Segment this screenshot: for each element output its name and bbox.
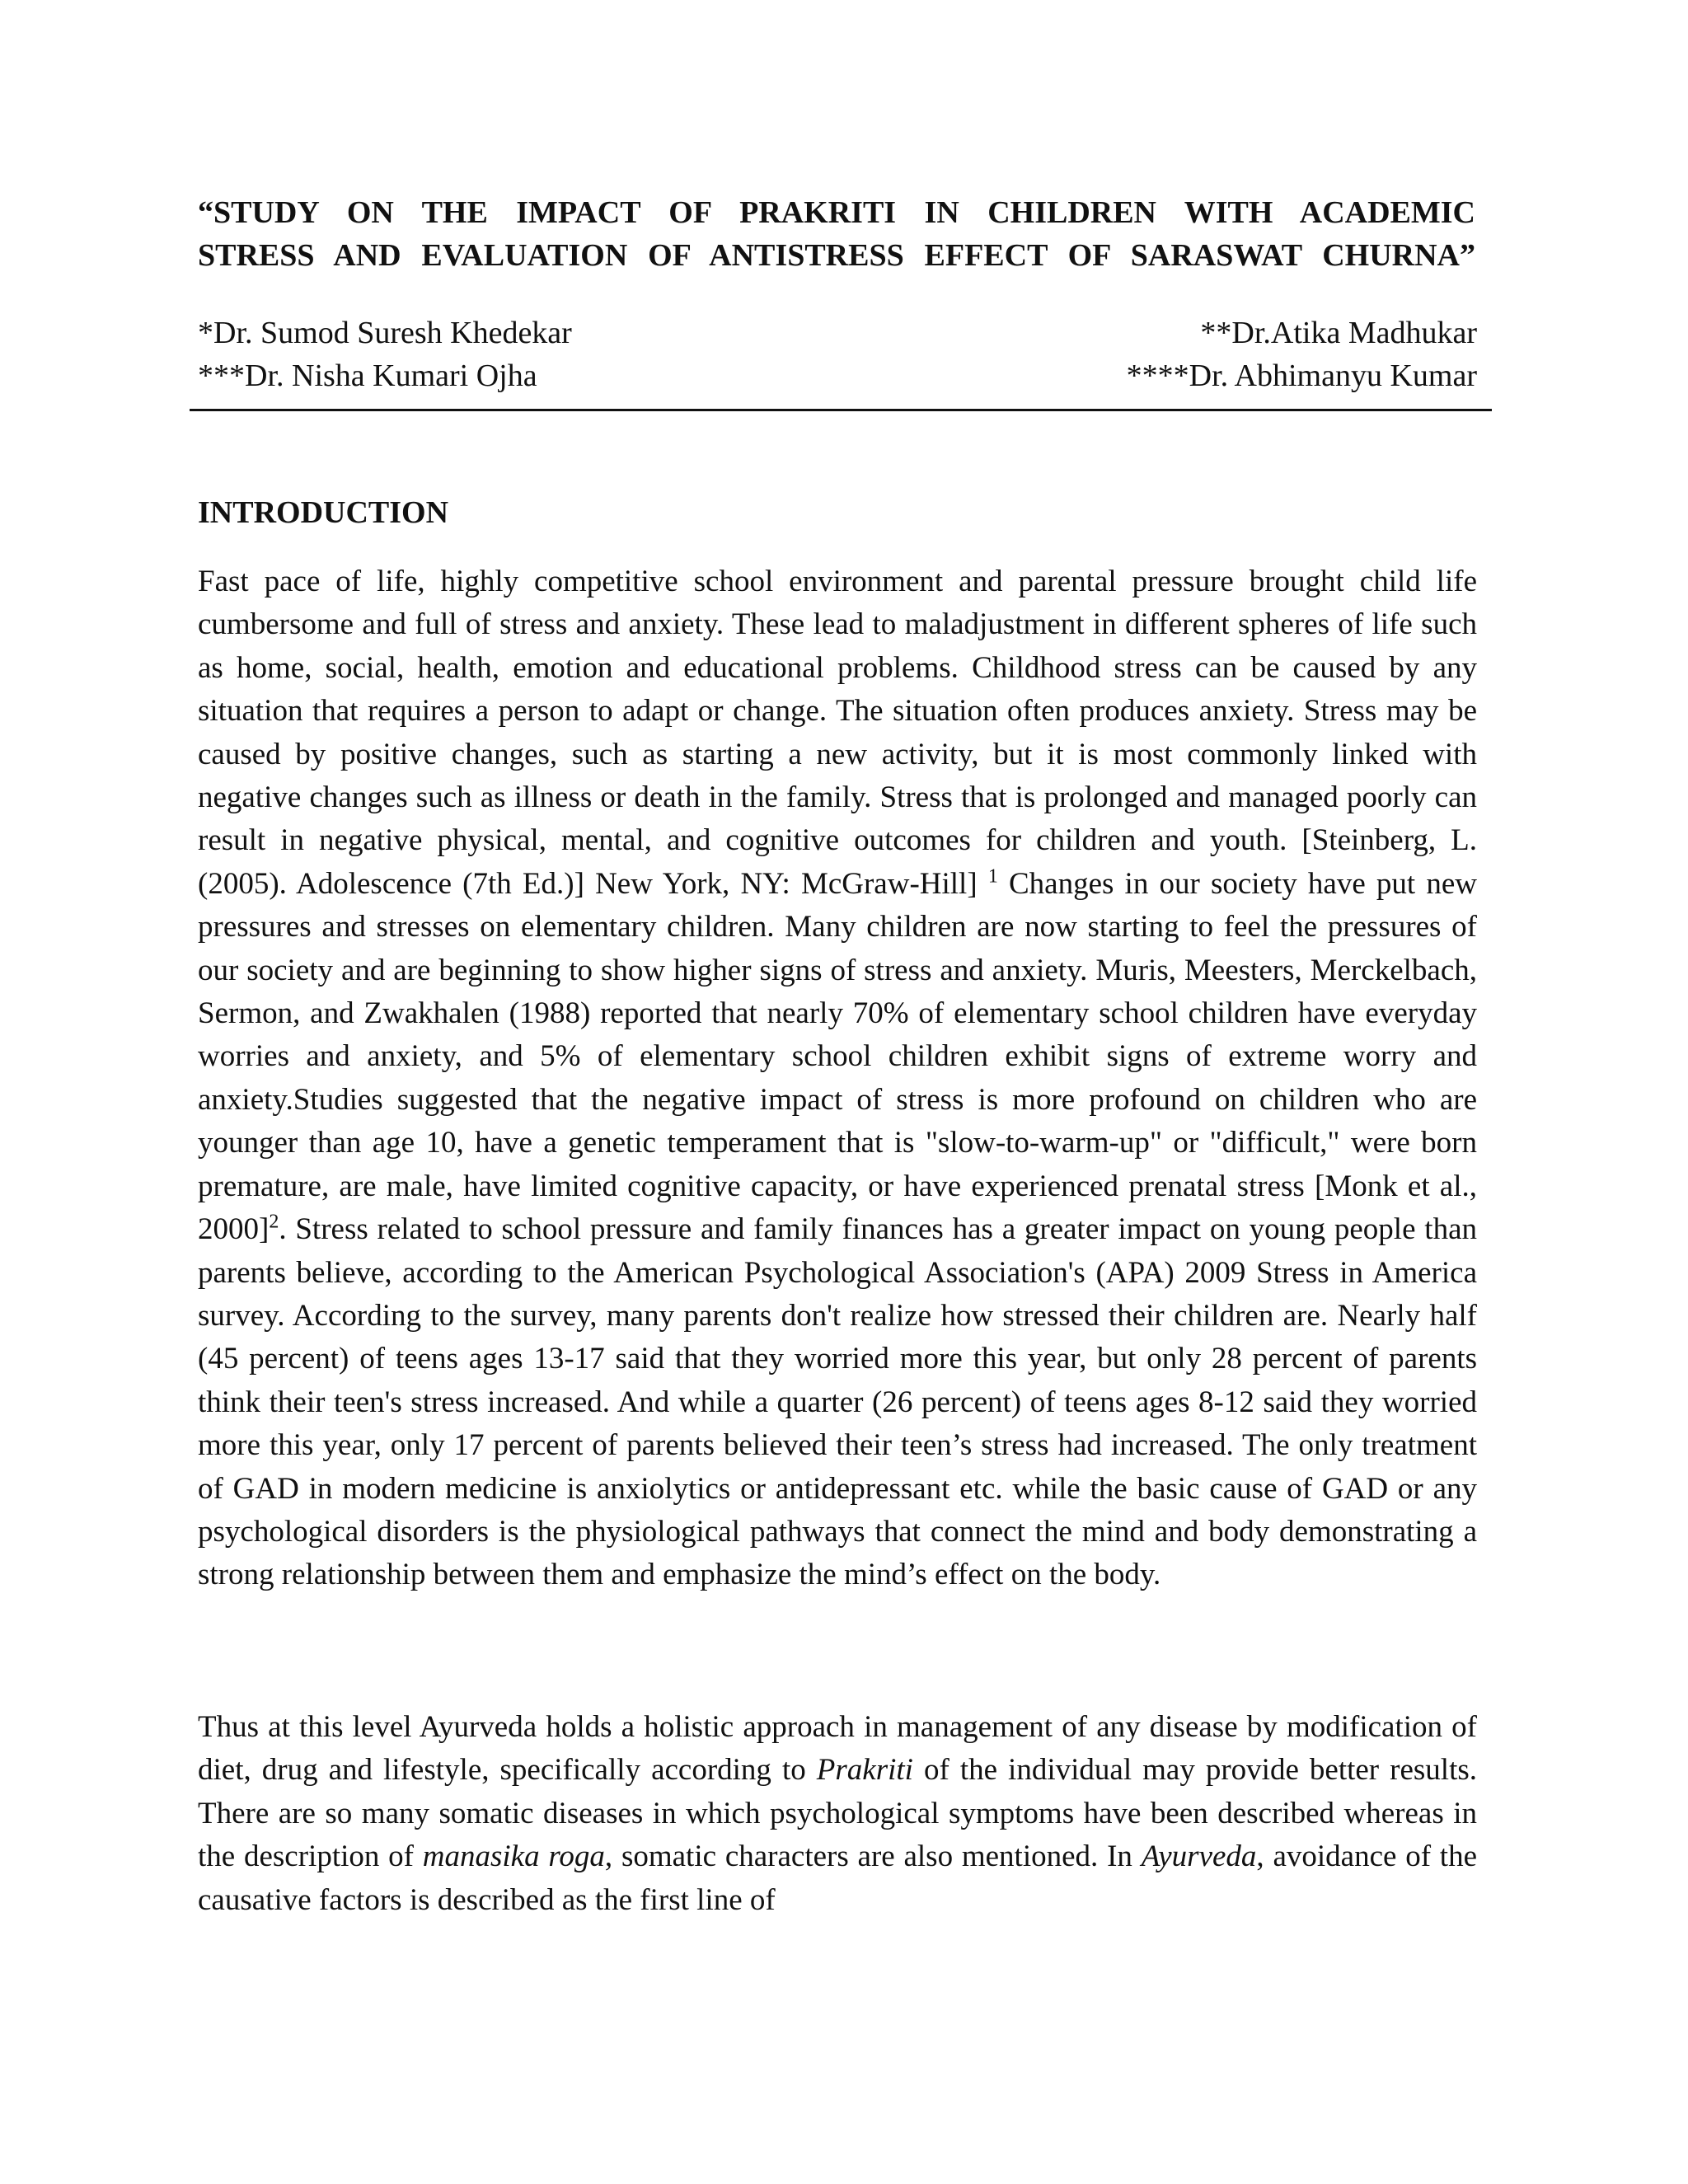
- paragraph-1-text-a: Fast pace of life, highly competitive school environment and parental pressure brought child life cumbersome and full of stress and anxiety. These lead to maladjustment in different spheres of life such as home, social, health, emotion and educational problems. Childhood stress can be caused by any situation that requires a person to adapt or change. The situation often produces anxiety. Stress may be caused by positive changes, such as starting a new activity, but it is most commonly linked with negative changes such as illness or death in the family. Stress that is prolonged and managed poorly can result in negative physical, mental, and cognitive outcomes for children and youth. [Steinberg, L. (2005). Adolescence (7th Ed.)] New York, NY: McGraw-Hill]: [198, 565, 1477, 901]
- paragraph-2-text-d: , avoidance of the causative factors is described as the first line of: [198, 1840, 1478, 1917]
- author-kumar: ****Dr. Abhimanyu Kumar: [1126, 359, 1477, 393]
- title-line-1: “STUDY ON THE IMPACT OF PRAKRITI IN CHILDREN WITH ACADEMIC: [198, 195, 1475, 230]
- author-khedekar: *Dr. Sumod Suresh Khedekar: [198, 316, 572, 350]
- reference-marker-2: 2: [269, 1211, 279, 1233]
- paragraph-2-text-a: Thus at this level Ayurveda holds a holistic approach in management of any disease by modification of diet, drug and lifestyle, specifically according to: [198, 1710, 1477, 1788]
- paper-title: [198, 191, 1475, 277]
- reference-marker-1: 1: [987, 865, 998, 888]
- paragraph-2-text-b: of the individual may provide better results. There are so many somatic diseases in which psychological symptoms have been described whereas in the description of: [198, 1753, 1478, 1874]
- paragraph-2: [198, 1706, 1477, 1922]
- term-ayurveda: Ayurveda: [1141, 1840, 1257, 1874]
- header-divider: [190, 409, 1492, 411]
- paragraph-2-text-c: , somatic characters are also mentioned. In: [604, 1840, 1132, 1874]
- paragraph-1: [198, 560, 1477, 1597]
- title-line-2: STRESS AND EVALUATION OF ANTISTRESS EFFECT OF SARASWAT CHURNA”: [198, 238, 1475, 273]
- paragraph-1-text-c: . Stress related to school pressure and family finances has a greater impact on young people than parents believe, according to the American Psychological Association's (APA) 2009 Stress in America survey. According to the survey, many parents don't realize how stressed their children are. Nearly half (45 percent) of teens ages 13-17 said that they worried more this year, but only 28 percent of parents think their teen's stress increased. And while a quarter (26 percent) of teens ages 8-12 said they worried more this year, only 17 percent of parents believed their teen’s stress had increased. The only treatment of GAD in modern medicine is anxiolytics or antidepressant etc. while the basic cause of GAD or any psychological disorders is the physiological pathways that connect the mind and body demonstrating a strong relationship between them and emphasize the mind’s effect on the body.: [198, 1212, 1477, 1592]
- author-list: [198, 312, 1477, 397]
- author-row-1: [198, 312, 1477, 354]
- author-madhukar: **Dr.Atika Madhukar: [1200, 316, 1477, 350]
- paragraph-1-text-b: Changes in our society have put new pressures and stresses on elementary children. Many children are now starting to feel the pressures of our society and are beginning to show higher signs of stress and anxiety. Muris, Meesters, Merckelbach, Sermon, and Zwakhalen (1988) reported that nearly 70% of elementary school children have everyday worries and anxiety, and 5% of elementary school children exhibit signs of extreme worry and anxiety.Studies suggested that the negative impact of stress is more profound on children who are younger than age 10, have a genetic temperament that is "slow-to-warm-up" or "difficult," were born premature, are male, have limited cognitive capacity, or have experienced prenatal stress [Monk et al., 2000]: [198, 866, 1477, 1247]
- author-row-2: [198, 354, 1477, 397]
- author-ojha: ***Dr. Nisha Kumari Ojha: [198, 359, 537, 393]
- term-prakriti: Prakriti: [816, 1753, 913, 1788]
- term-manasika-roga: manasika roga: [422, 1840, 605, 1874]
- section-heading-introduction: INTRODUCTION: [198, 495, 449, 530]
